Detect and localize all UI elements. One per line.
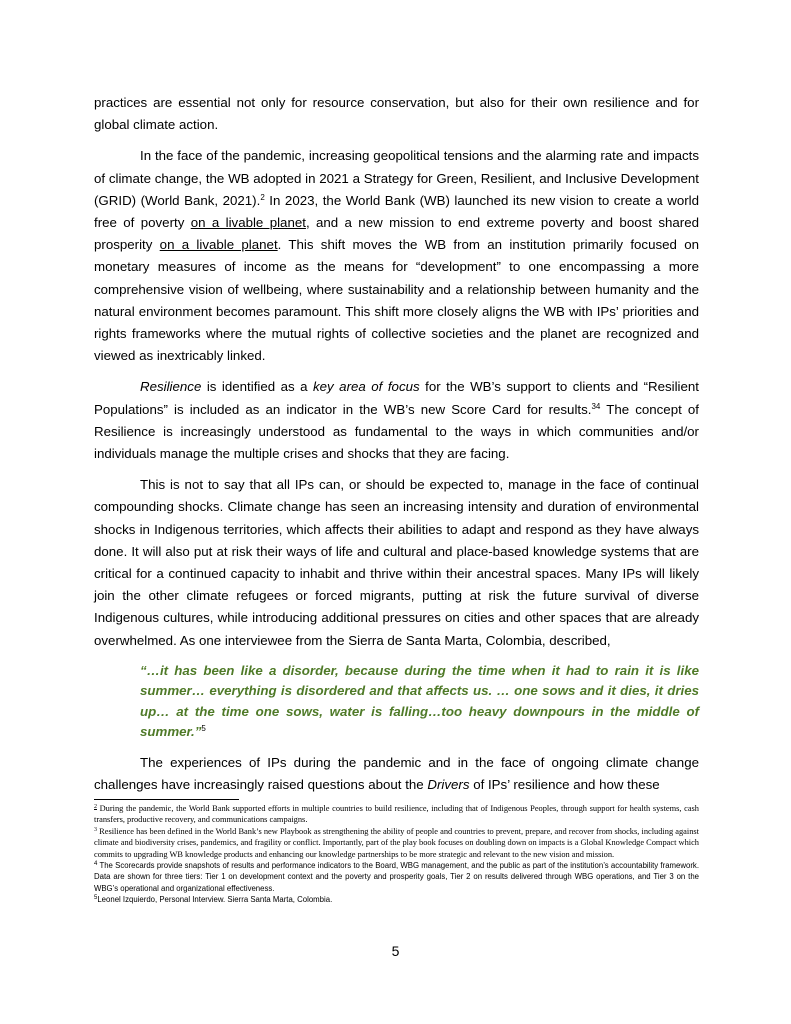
footnote-2 <box>94 803 699 826</box>
footnote-5 <box>94 894 699 905</box>
paragraph-4: This is not to say that all IPs can, or should be expected to, manage in the face of continual compounding shocks. Climate change has seen an increasing intensity and duration of environmental shocks in Indigenous territories, which affects their abilities to adapt and respond as they have always done. It will also put at risk their ways of life and cultural and place-based knowledge systems that are critical for a continued capacity to inhabit and thrive within their ancestral spaces. Many IPs will likely join the other climate refugees or forced migrants, putting at risk the future survival of diverse Indigenous cultures, while introducing additional pressures on cities and other spaces that are already overwhelmed. As one interviewee from the Sierra de Santa Marta, Colombia, described, <box>94 477 699 648</box>
footnote-5-text: Leonel Izquierdo, Personal Interview. Sierra Santa Marta, Colombia. <box>97 895 333 905</box>
key-area-term: key area of focus <box>313 379 420 395</box>
footnote-ref-5[interactable]: 5 <box>201 724 206 734</box>
footnote-3 <box>94 826 699 860</box>
interview-quote <box>140 661 699 743</box>
paragraph-3-part-a: is identified as a <box>201 379 314 395</box>
footnote-4-text: The Scorecards provide snapshots of results and performance indicators to the Board, WBG management, and the public as part of the institution’s accountability framework. Data are shown for three tiers: Tier 1 on development context and the poverty and prosperity goals, Tier 2 on results delivered through WBG operations, and Tier 3 on the WBG’s operational and organizational effectiveness. <box>94 861 699 893</box>
underlined-phrase-2: on a livable planet <box>159 237 278 253</box>
footnote-ref-2[interactable]: 2 <box>260 192 265 202</box>
paragraph-2-part-d: . This shift moves the WB from an institution primarily focused on monetary measures of income as the means for “development” to one encompassing a more comprehensive vision of wellbeing, where sustainability and a relationship between humanity and the natural environment becomes paramount. This shift more closely aligns the WB with IPs’ priorities and rights frameworks where the mutual rights of collective societies and the planet are recognized and viewed as inextricably linked. <box>94 237 699 364</box>
body-text <box>94 92 699 796</box>
footnote-4-number: 4 <box>94 861 98 868</box>
footnote-2-number[interactable]: 2 <box>94 804 97 810</box>
paragraph-5-part-a: The experiences of IPs during the pandemic and in the face of ongoing climate change challenges have increasingly raised questions about the <box>94 754 699 792</box>
footnote-3-text: Resilience has been defined in the World Bank’s new Playbook as strengthening the ability of people and countries to prevent, prepare, and recover from shocks, including against climate and biodiversity crises, pandemics, and fragility or conflict. Importantly, part of the play book focuses on doubling down on impacts is a Global Knowledge Compact which commits to upgrading WB knowledge products and enhancing our knowledge partnerships to be more strategic and relevant to the new vision and mission. <box>94 826 699 859</box>
footnote-3-number: 3 <box>94 826 97 833</box>
footnotes <box>94 803 699 906</box>
quote-text: “…it has been like a disorder, because during the time when it had to rain it is like summer… everything is disordered and that affects us. … one sows and it dies, it dries up… at the time one sows, water is falling…too heavy downpours in the middle of summer.” <box>140 662 699 740</box>
paragraph-2 <box>94 145 699 367</box>
footnote-ref-3-4[interactable]: 34 <box>591 401 601 411</box>
footnote-4 <box>94 860 699 894</box>
paragraph-2-part-b: In 2023, the World Bank (WB) launched its new vision to create a world free of poverty <box>94 192 699 231</box>
paragraph-5-part-b: of IPs’ resilience and how these <box>469 776 660 792</box>
footnote-5-number: 5 <box>94 895 98 902</box>
paragraph-1: practices are essential not only for resource conservation, but also for their own resilience and for global climate action. <box>94 95 699 133</box>
page-number: 5 <box>391 943 400 959</box>
paragraph-2-part-a: In the face of the pandemic, increasing geopolitical tensions and the alarming rate and impacts of climate change, the WB adopted in 2021 a Strategy for Green, Resilient, and Inclusive Development (GRID) (World Bank, 2021). <box>94 148 699 208</box>
drivers-term: Drivers <box>427 776 470 792</box>
footnote-2-text: During the pandemic, the World Bank supported efforts in multiple countries to build resilience, including that of Indigenous Peoples, through support for health systems, cash transfers, productive recovery, and communications campaigns. <box>94 804 699 825</box>
paragraph-3-part-c: The concept of Resilience is increasingly understood as fundamental to the ways in which communities and/or individuals manage the multiple crises and shocks that they are facing. <box>94 401 699 462</box>
paragraph-5 <box>94 752 699 796</box>
underlined-phrase-1: on a livable planet <box>190 215 306 231</box>
paragraph-2-part-c: , and a new mission to end extreme poverty and boost shared prosperity <box>94 215 699 253</box>
paragraph-3 <box>94 376 699 465</box>
resilience-term: Resilience <box>140 379 202 395</box>
footnote-separator <box>94 799 239 800</box>
paragraph-3-part-b: for the WB’s support to clients and “Resilient Populations” is included as an indicator in the WB’s new Score Card for results. <box>94 379 699 417</box>
